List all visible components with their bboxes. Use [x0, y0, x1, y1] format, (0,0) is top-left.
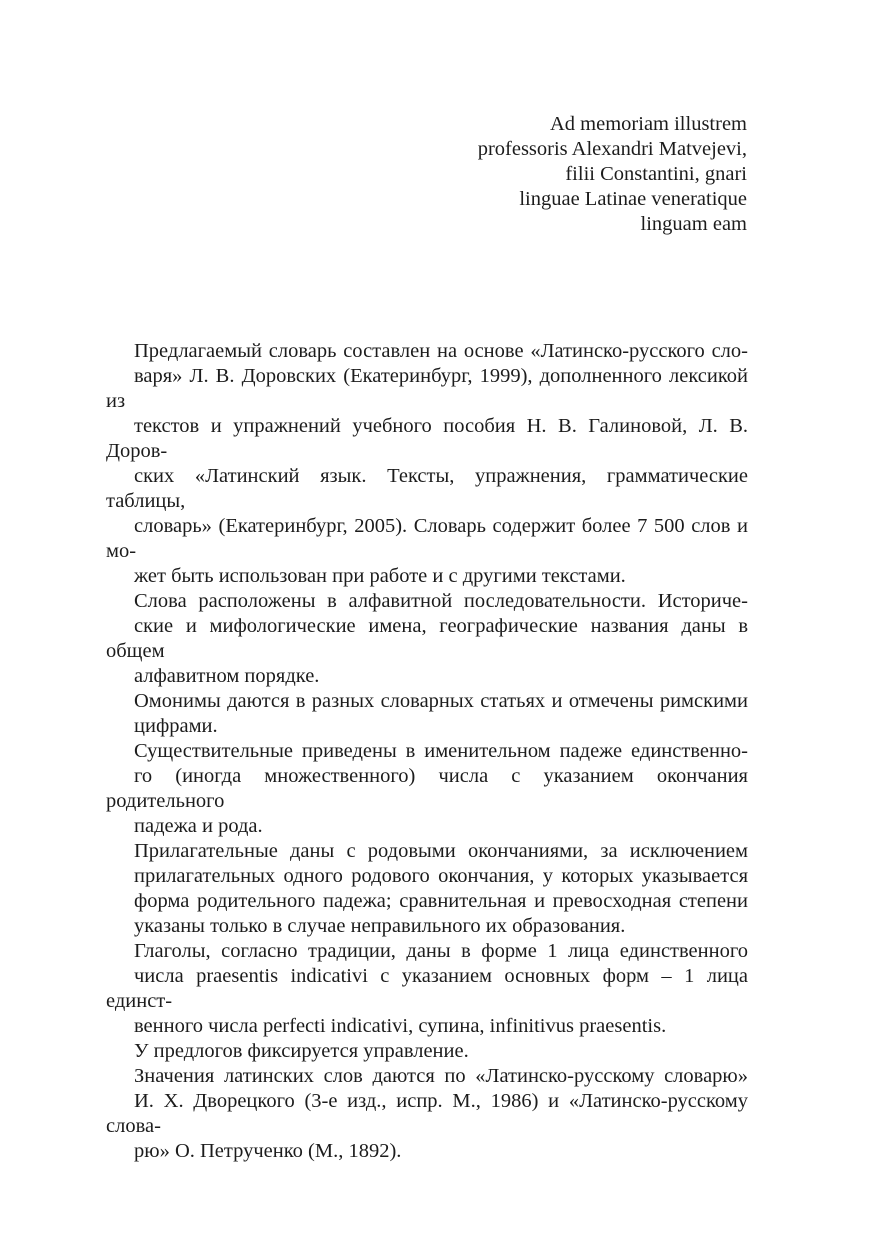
text-line: варя» Л. В. Доровских (Екатеринбург, 1999), дополненного лексикой из — [106, 365, 748, 412]
text-line: Существительные приведены в именительном падеже единственно- — [134, 740, 748, 762]
text-line: прилагательных одного родового окончания, у которых указывается — [134, 865, 748, 887]
dedication-epigraph — [327, 112, 747, 237]
preface-text — [106, 339, 748, 1164]
text-line: падежа и рода. — [134, 815, 263, 837]
text-line: жет быть использован при работе и с другими текстами. — [134, 565, 626, 587]
text-line: числа praesentis indicativi с указанием основных форм – 1 лица единст- — [106, 965, 748, 1012]
text-line: го (иногда множественного) числа с указанием окончания родительного — [106, 765, 748, 812]
text-line: форма родительного падежа; сравнительная и превосходная степени — [134, 890, 748, 912]
text-line: Значения латинских слов даются по «Латинско-русскому словарю» — [134, 1065, 748, 1087]
preface-paragraph-source — [106, 339, 748, 589]
text-line: венного числа perfecti indicativi, супина, infinitivus praesentis. — [134, 1015, 667, 1037]
preface-paragraph-prepositions — [106, 1039, 748, 1064]
dedication-line: linguae Latinae veneratique — [519, 188, 747, 210]
text-line: И. Х. Дворецкого (3-е изд., испр. М., 1986) и «Латинско-русскому слова- — [106, 1090, 748, 1137]
text-line: рю» О. Петрученко (М., 1892). — [134, 1140, 402, 1162]
dedication-line: professoris Alexandri Matvejevi, — [477, 138, 747, 160]
text-line: Слова расположены в алфавитной последовательности. Историче- — [134, 590, 748, 612]
preface-paragraph-adjectives — [106, 839, 748, 939]
text-line: У предлогов фиксируется управление. — [134, 1040, 469, 1062]
preface-paragraph-verbs — [106, 939, 748, 1039]
dedication-line: linguam eam — [640, 213, 747, 235]
text-line: ских «Латинский язык. Тексты, упражнения, грамматические таблицы, — [106, 465, 748, 512]
text-line: текстов и упражнений учебного пособия Н. В. Галиновой, Л. В. Доров- — [106, 415, 748, 462]
dedication-line: Ad memoriam illustrem — [550, 113, 747, 135]
text-line: алфавитном порядке. — [134, 665, 320, 687]
text-line: ские и мифологические имена, географические названия даны в общем — [106, 615, 748, 662]
text-line: указаны только в случае неправильного их образования. — [134, 915, 626, 937]
text-line: Омонимы даются в разных словарных статьях и отмечены римскими — [134, 690, 748, 712]
text-line: Предлагаемый словарь составлен на основе «Латинско-русского сло- — [134, 340, 748, 362]
preface-paragraph-order — [106, 589, 748, 689]
text-line: цифрами. — [134, 715, 218, 737]
preface-paragraph-meanings — [106, 1064, 748, 1164]
text-line: словарь» (Екатеринбург, 2005). Словарь содержит более 7 500 слов и мо- — [106, 515, 748, 562]
text-line: Прилагательные даны с родовыми окончаниями, за исключением — [134, 840, 748, 862]
preface-paragraph-nouns — [106, 739, 748, 839]
preface-paragraph-homonyms — [106, 689, 748, 739]
dedication-line: filii Constantini, gnari — [565, 163, 747, 185]
text-line: Глаголы, согласно традиции, даны в форме 1 лица единственного — [134, 940, 748, 962]
